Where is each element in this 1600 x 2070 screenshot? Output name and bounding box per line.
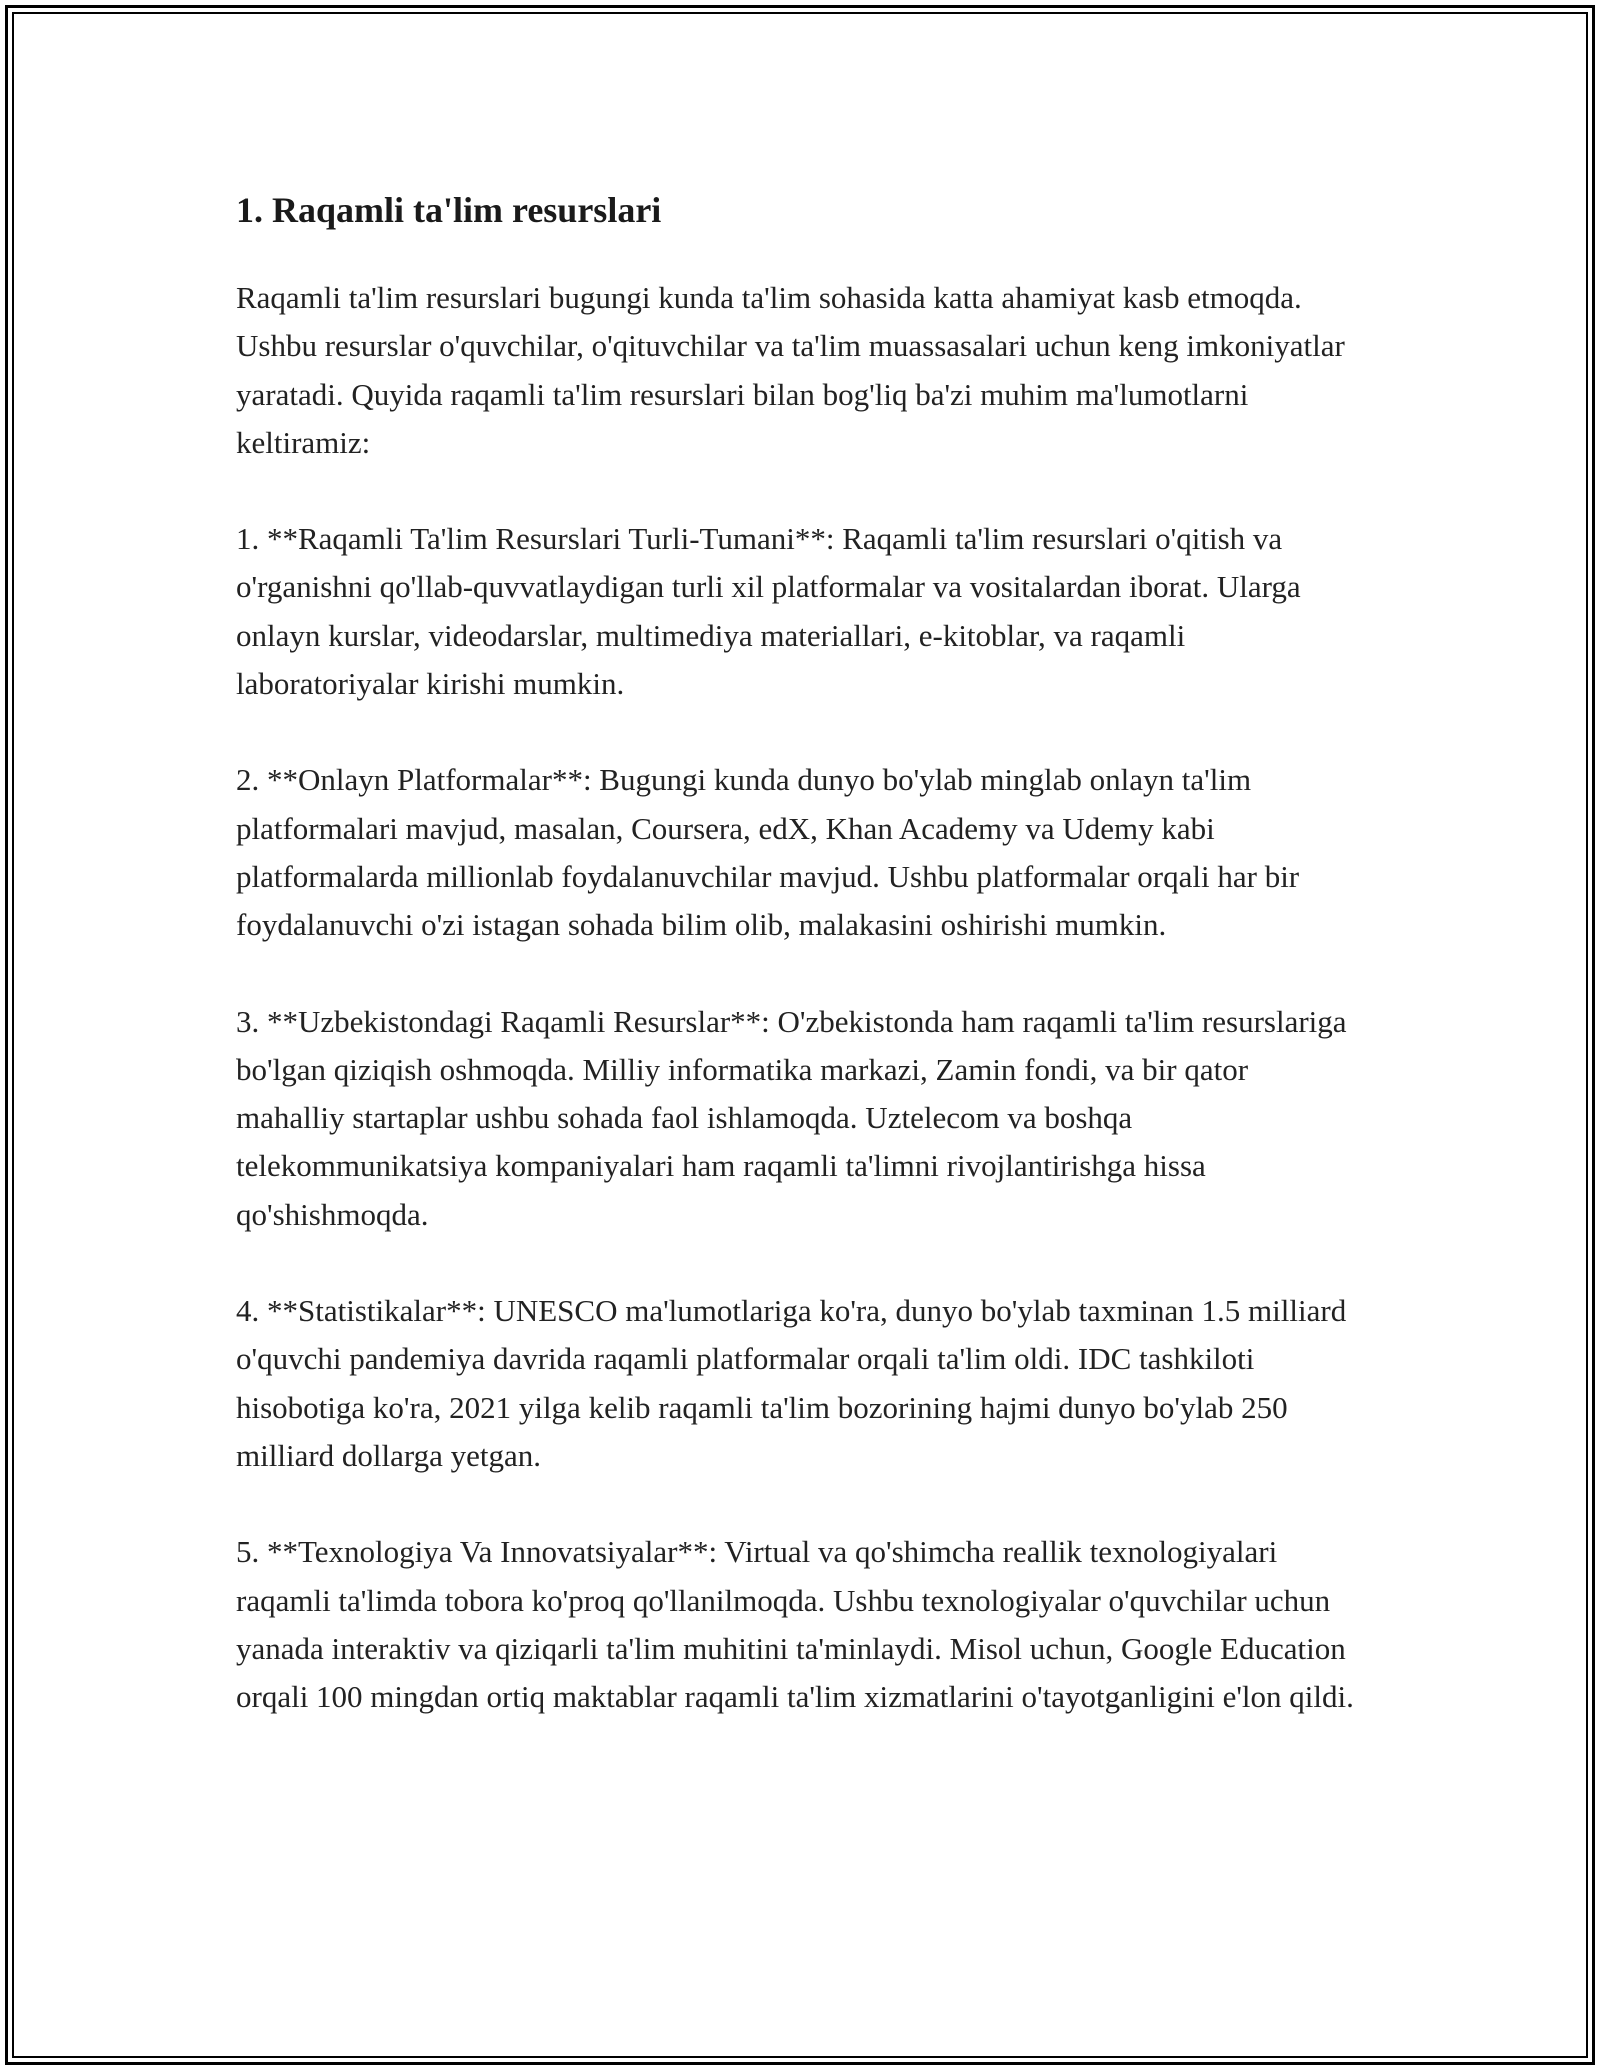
list-item-3: 3. **Uzbekistondagi Raqamli Resurslar**: O'zbekistonda ham raqamli ta'lim resurslariga bo'lgan qiziqish oshmoqda. Milliy informatika markazi, Zamin fondi, va bir qator mahalliy startaplar ushbu sohada faol ishlamoqda. Uztelecom va boshqa telekommunikatsiya kompaniyalari ham raqamli ta'limni rivojlantirishga hissa qo'shishmoqda.	[236, 1003, 1347, 1232]
list-item-2: 2. **Onlayn Platformalar**: Bugungi kunda dunyo bo'ylab minglab onlayn ta'lim platformalari mavjud, masalan, Coursera, edX, Khan Academy va Udemy kabi platformalarda millionlab foydalanuvchilar mavjud. Ushbu platformalar orqali har bir foydalanuvchi o'zi istagan sohada bilim olib, malakasini oshirishi mumkin.	[236, 762, 1300, 943]
intro-paragraph: Raqamli ta'lim resurslari bugungi kunda ta'lim sohasida katta ahamiyat kasb etmoqda. Ushbu resurslar o'quvchilar, o'qituvchilar va ta'lim muassasalari uchun keng imkoniyatlar yaratadi. Quyida raqamli ta'lim resurslari bilan bog'liq ba'zi muhim ma'lumotlarni keltiramiz:	[236, 280, 1345, 460]
section-heading: 1. Raqamli ta'lim resurslari	[236, 190, 662, 230]
list-item-1: 1. **Raqamli Ta'lim Resurslari Turli-Tumani**: Raqamli ta'lim resurslari o'qitish va o'rganishni qo'llab-quvvatlaydigan turli xil platformalar va vositalardan iborat. Ularga onlayn kurslar, videodarslar, multimediya materiallari, e-kitoblar, va raqamli laboratoriyalar kirishi mumkin.	[236, 521, 1301, 702]
list-item-5: 5. **Texnologiya Va Innovatsiyalar**: Virtual va qo'shimcha reallik texnologiyalari raqamli ta'limda tobora ko'proq qo'llanilmoqda. Ushbu texnologiyalar o'quvchilar uchun yanada interaktiv va qiziqarli ta'lim muhitini ta'minlaydi. Misol uchun, Google Education orqali 100 mingdan ortiq maktablar raqamli ta'lim xizmatlarini o'tayotganligini e'lon qildi.	[236, 1534, 1354, 1715]
list-item-4: 4. **Statistikalar**: UNESCO ma'lumotlariga ko'ra, dunyo bo'ylab taxminan 1.5 milliard o'quvchi pandemiya davrida raqamli platformalar orqali ta'lim oldi. IDC tashkiloti hisobotiga ko'ra, 2021 yilga kelib raqamli ta'lim bozorining hajmi dunyo bo'ylab 250 milliard dollarga yetgan.	[236, 1293, 1347, 1473]
document-body	[236, 186, 1364, 1769]
